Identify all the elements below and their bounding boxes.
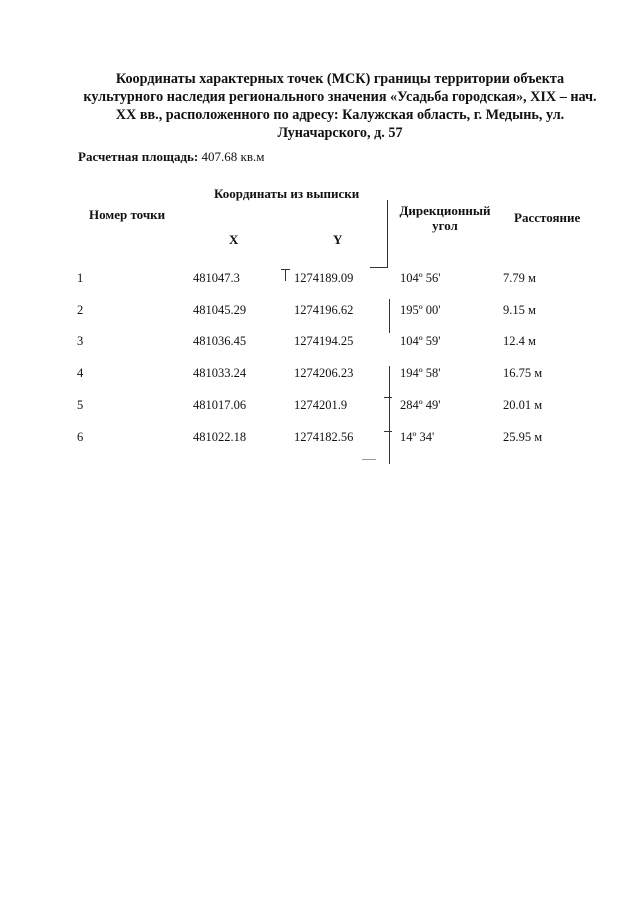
direction-angle: 104º 59': [400, 334, 441, 348]
header-point-number: Номер точки: [89, 207, 166, 222]
border-artifact-line: [370, 267, 388, 268]
header-direction-angle: [398, 203, 492, 233]
point-number: 6: [77, 430, 84, 444]
coord-y: 1274206.23: [294, 366, 354, 380]
coord-y: 1274196.62: [294, 303, 354, 317]
table-row: [0, 271, 639, 287]
area-value: 407.68 кв.м: [201, 149, 265, 164]
point-number: 2: [77, 303, 84, 317]
coord-y: 1274201.9: [294, 398, 348, 412]
header-y: Y: [333, 232, 343, 247]
coord-x: 481036.45: [193, 334, 247, 348]
title-line-1: Координаты характерных точек (МСК) границы территории объекта: [115, 71, 565, 87]
direction-angle: 195º 00': [400, 303, 441, 317]
direction-angle: 14º 34': [400, 430, 435, 444]
header-angle-line-2: угол: [432, 218, 458, 233]
coord-x: 481045.29: [193, 303, 247, 317]
header-coordinates: Координаты из выписки: [214, 186, 360, 201]
point-number: 3: [77, 334, 84, 348]
title-line-3: XX вв., расположенного по адресу: Калужская область, г. Медынь, ул.: [115, 107, 565, 123]
border-artifact-line: [389, 299, 390, 333]
title-line-4: Луначарского, д. 57: [277, 125, 403, 141]
distance: 16.75 м: [503, 366, 543, 380]
table-row: [0, 398, 639, 414]
header-angle-line-1: Дирекционный: [399, 203, 491, 218]
direction-angle: 284º 49': [400, 398, 441, 412]
coord-x: 481017.06: [193, 398, 247, 412]
coord-y: 1274189.09: [294, 271, 354, 285]
border-artifact-line: [389, 430, 390, 464]
border-artifact-line: [387, 200, 388, 268]
table-row: [0, 430, 639, 446]
distance: 12.4 м: [503, 334, 536, 348]
title-line-2: культурного наследия регионального значения «Усадьба городская», XIX – нач.: [83, 89, 597, 105]
coord-x: 481033.24: [193, 366, 247, 380]
border-artifact-line: [285, 269, 286, 281]
border-artifact-line: [362, 459, 376, 460]
distance: 9.15 м: [503, 303, 536, 317]
direction-angle: 194º 58': [400, 366, 441, 380]
distance: 20.01 м: [503, 398, 543, 412]
table-row: [0, 366, 639, 382]
area-label: Расчетная площадь:: [78, 149, 199, 164]
border-artifact-line: [384, 397, 392, 398]
coord-x: 481047.3: [193, 271, 240, 285]
point-number: 1: [77, 271, 84, 285]
coord-y: 1274194.25: [294, 334, 354, 348]
coord-y: 1274182.56: [294, 430, 354, 444]
table-row: [0, 334, 639, 350]
point-number: 5: [77, 398, 84, 412]
border-artifact-line: [384, 431, 392, 432]
document-title: [60, 70, 620, 142]
table-row: [0, 303, 639, 319]
direction-angle: 104º 56': [400, 271, 441, 285]
coord-x: 481022.18: [193, 430, 247, 444]
distance: 25.95 м: [503, 430, 543, 444]
point-number: 4: [77, 366, 84, 380]
border-artifact-line: [389, 366, 390, 430]
header-x: X: [229, 232, 239, 247]
distance: 7.79 м: [503, 271, 536, 285]
border-artifact-line: [281, 269, 290, 270]
calculated-area: [78, 149, 264, 165]
header-distance: Расстояние: [514, 210, 581, 225]
